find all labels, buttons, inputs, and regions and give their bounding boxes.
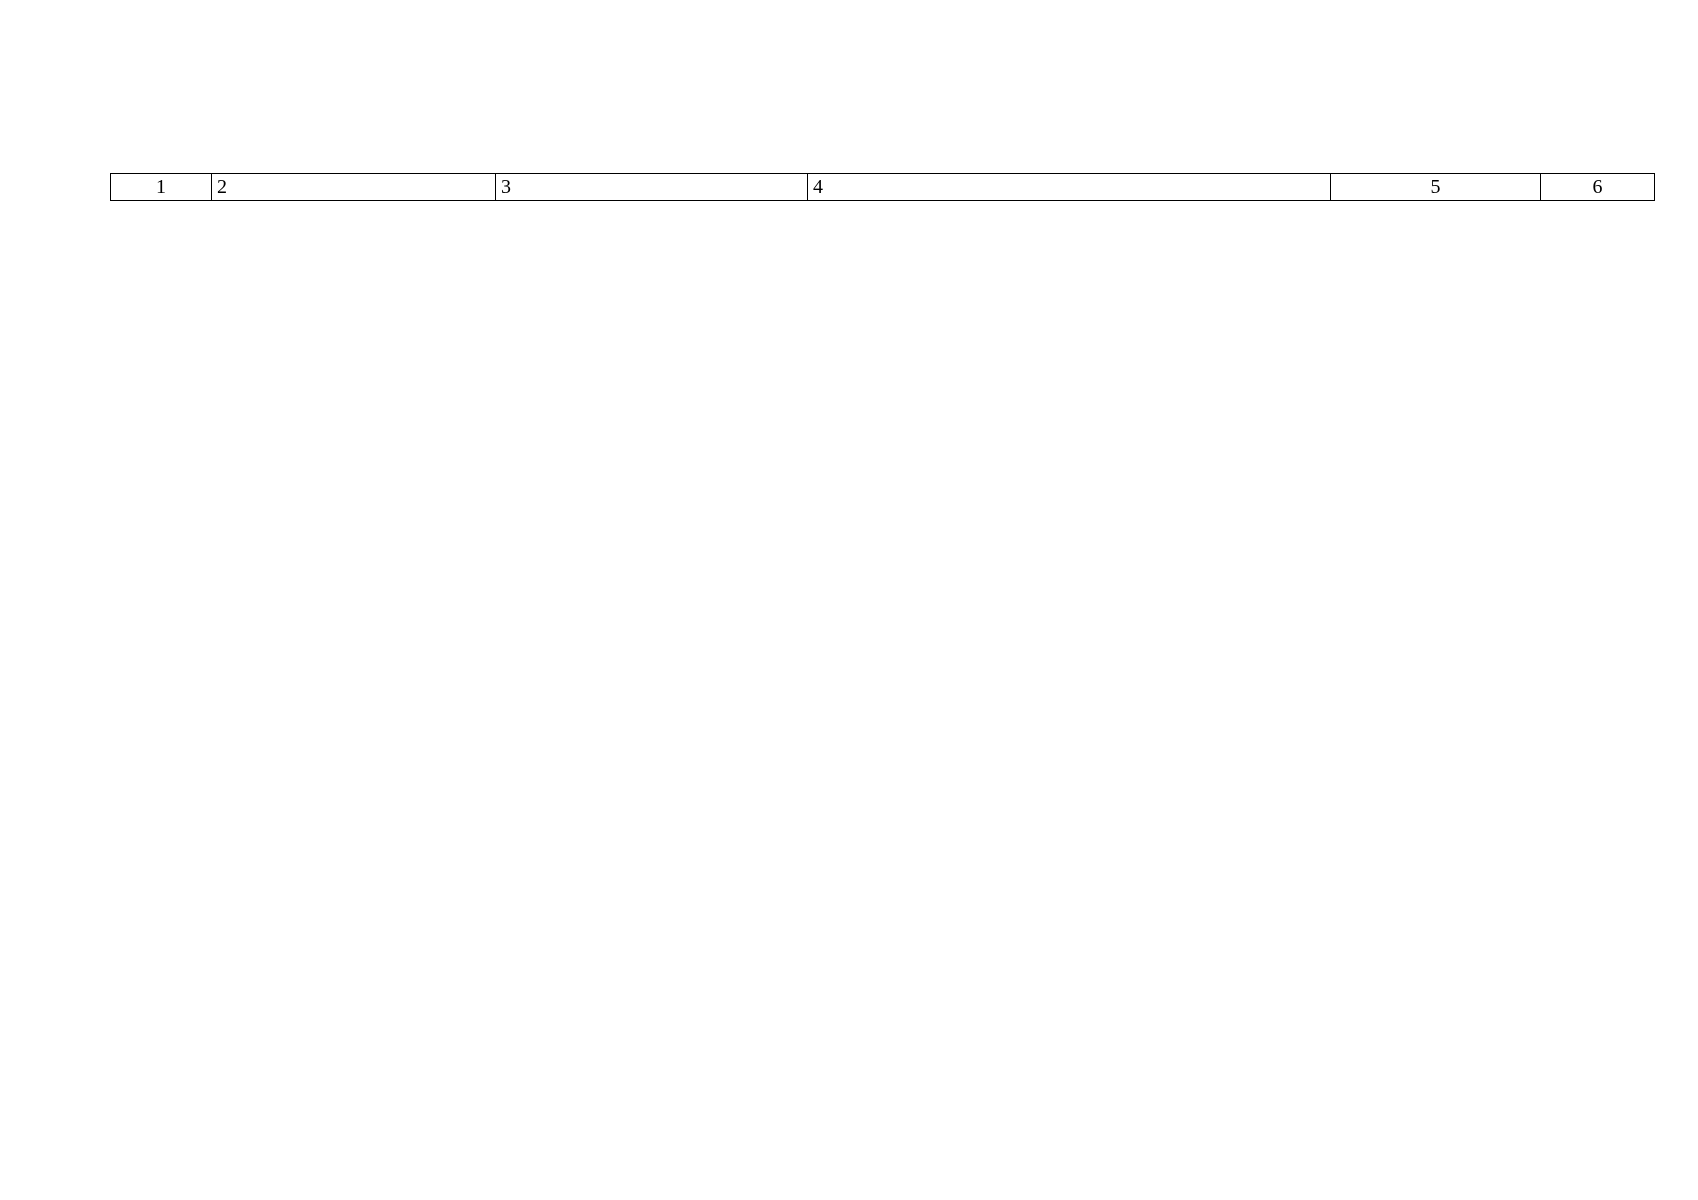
column-number-cell: 5 [1331,174,1541,201]
register-table [110,173,1655,201]
table-header [111,174,1655,201]
column-number-cell: 2 [212,174,496,201]
column-number-cell: 3 [496,174,808,201]
column-number-cell: 6 [1541,174,1655,201]
column-number-cell: 1 [111,174,212,201]
column-number-cell: 4 [808,174,1331,201]
column-number-row [111,174,1655,201]
